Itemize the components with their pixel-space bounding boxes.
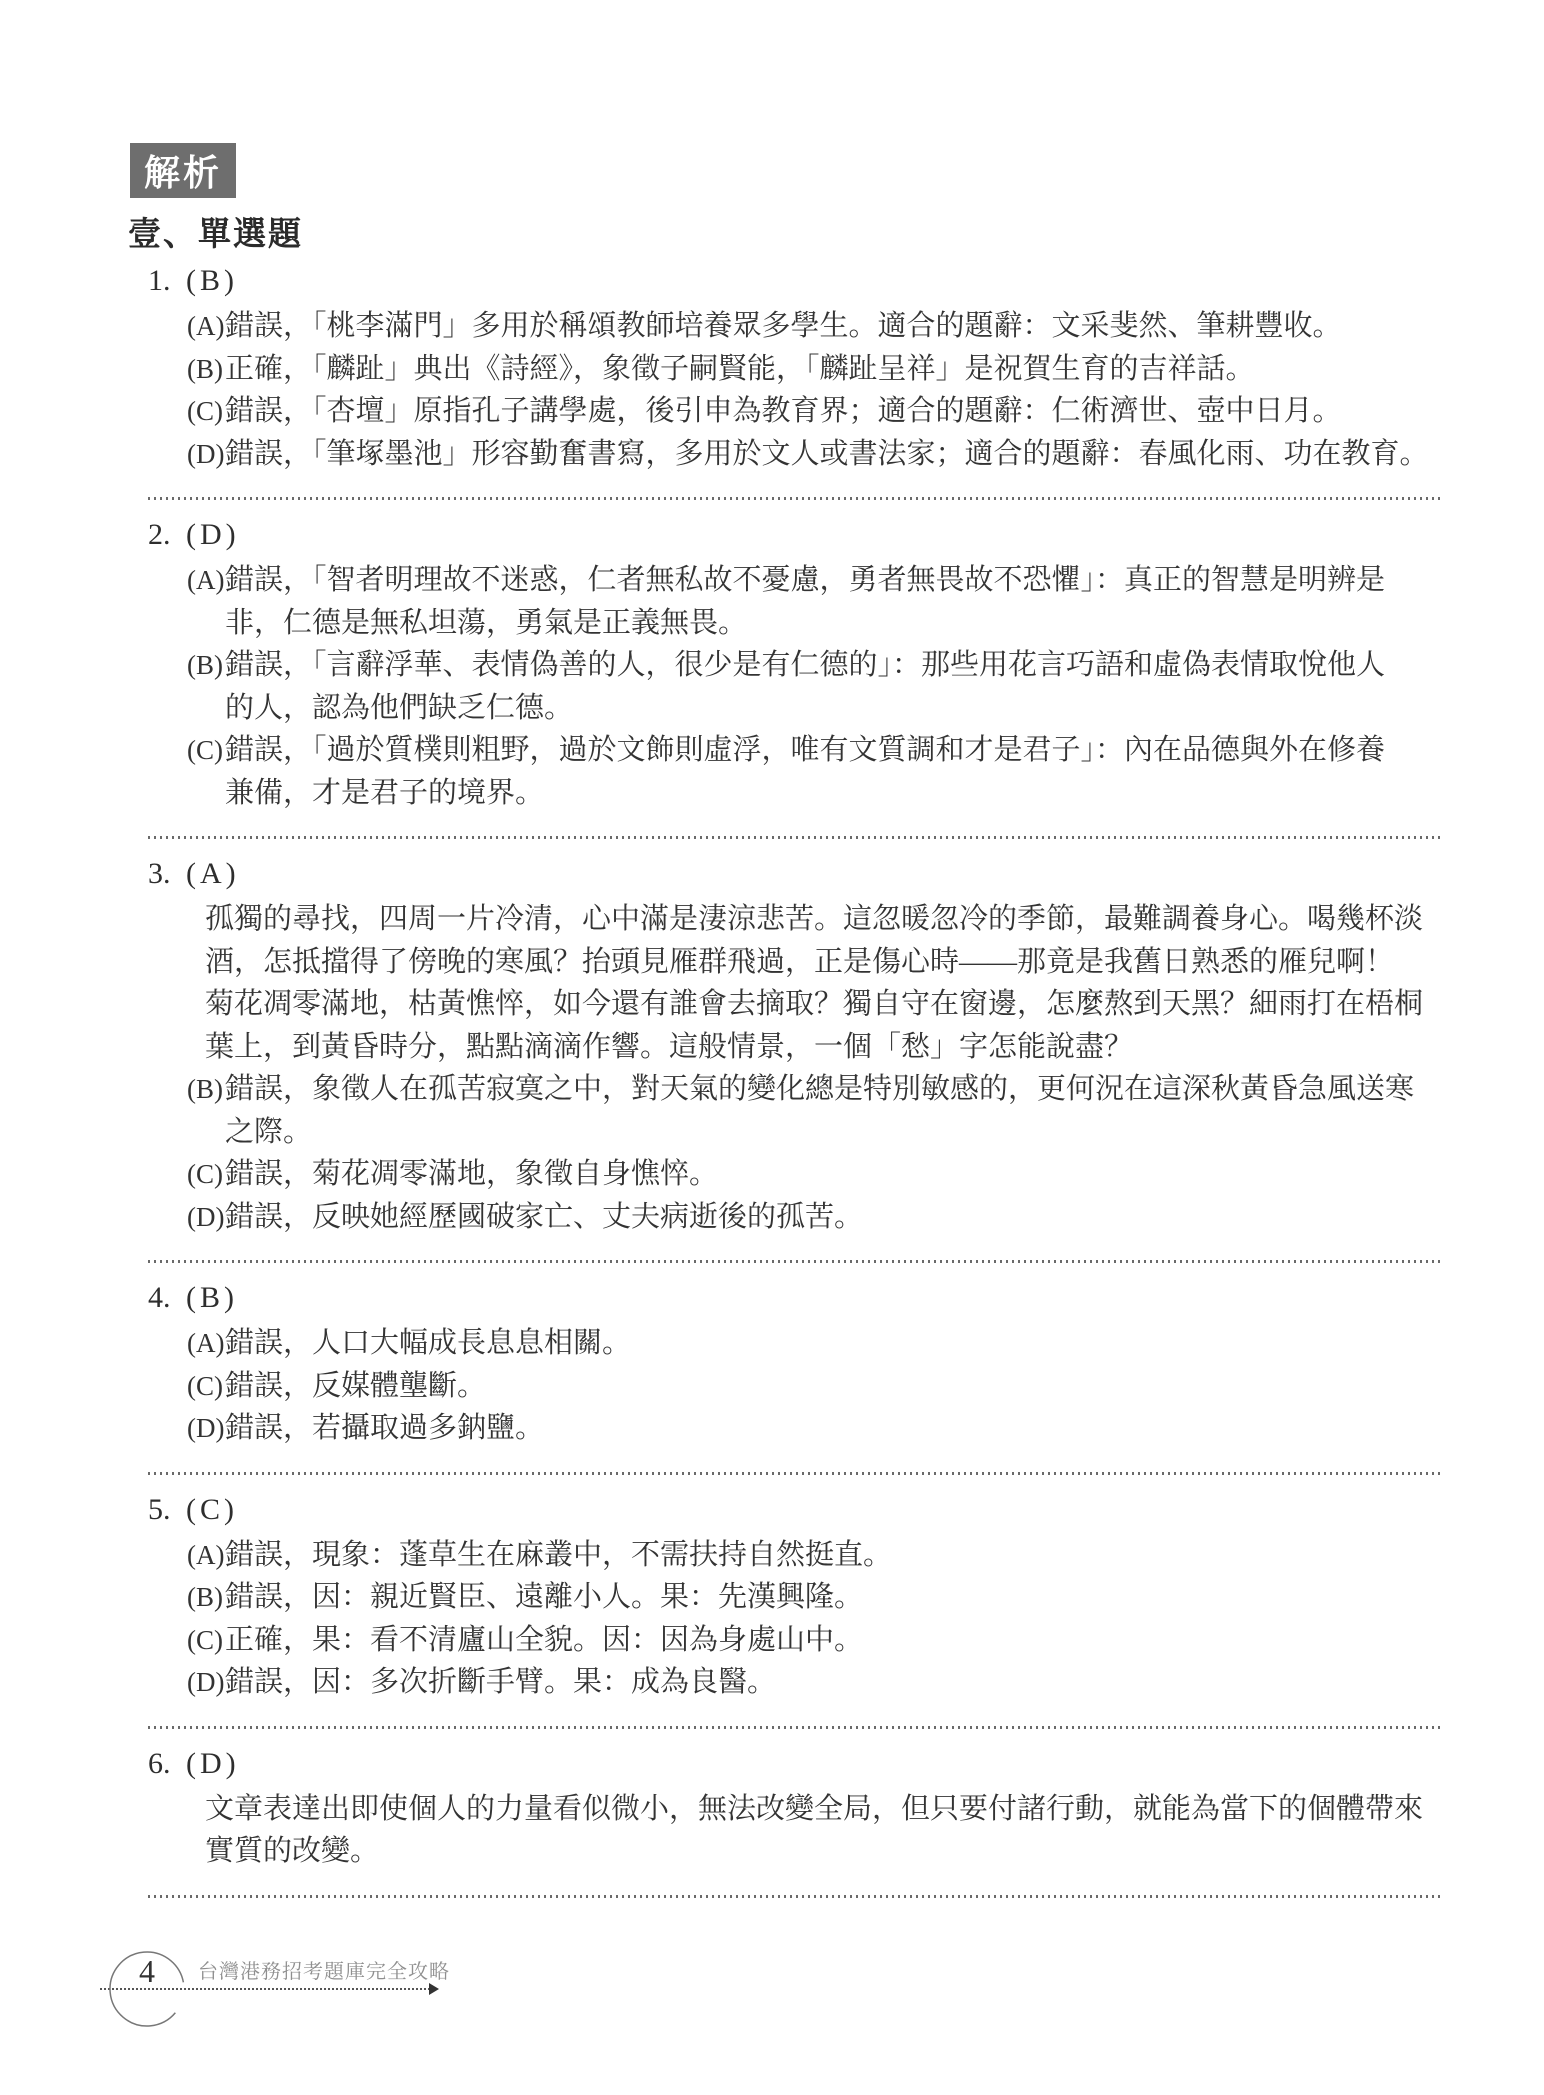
option-row xyxy=(187,1068,1440,1111)
option-marker: (C) xyxy=(187,1624,223,1655)
question-answer: (B) xyxy=(186,1281,238,1314)
option-continuation-line: 的人，認為他們缺乏仁德。 xyxy=(225,691,574,724)
option-marker: (A) xyxy=(187,565,225,595)
option-marker: (D) xyxy=(187,1413,225,1443)
question-header xyxy=(148,262,1440,300)
question-header xyxy=(148,855,1440,893)
question-answer: (D) xyxy=(186,518,240,551)
question-block xyxy=(148,855,1440,1263)
option-row xyxy=(187,559,1440,602)
question-number: 3. xyxy=(148,857,171,890)
analysis-badge xyxy=(130,143,236,198)
page-number: 4 xyxy=(139,1953,155,1989)
option-marker: (D) xyxy=(187,1667,225,1697)
prose-line: 實質的改變。 xyxy=(205,1835,380,1867)
option-row xyxy=(187,305,1440,348)
analysis-badge-label: 解析 xyxy=(143,152,222,193)
question-header xyxy=(148,1491,1440,1529)
option-text: 錯誤，因：親近賢臣、遠離小人。果：先漢興隆。 xyxy=(225,1581,864,1613)
option-text: 錯誤，人口大幅成長息息相關。 xyxy=(225,1327,632,1359)
option-text: 正確，果：看不清廬山全貌。因：因為身處山中。 xyxy=(225,1623,864,1656)
option-marker: (C) xyxy=(187,1370,223,1401)
option-continuation-line: 非，仁德是無私坦蕩，勇氣是正義無畏。 xyxy=(225,606,748,639)
section-title: 壹、單選題 xyxy=(128,217,303,253)
option-text: 錯誤，「過於質樸則粗野，過於文飾則虛浮，唯有文質調和才是君子」：內在品德與外在修養 xyxy=(225,734,1386,766)
option-row xyxy=(187,1407,1440,1450)
question-header xyxy=(148,516,1440,554)
question-number: 1. xyxy=(148,264,171,297)
question-items xyxy=(187,305,1440,475)
prose-line: 菊花凋零滿地，枯黃憔悴，如今還有誰會去摘取？獨自守在窗邊，怎麼熬到天黑？細雨打在梧桐 xyxy=(205,988,1424,1020)
option-text: 錯誤，反映她經歷國破家亡、丈夫病逝後的孤苦。 xyxy=(225,1200,864,1233)
question-items xyxy=(187,1788,1440,1873)
option-row xyxy=(187,1534,1440,1577)
option-marker: (B) xyxy=(187,353,223,384)
question-separator xyxy=(148,1260,1440,1263)
question-items xyxy=(187,898,1440,1238)
question-number: 5. xyxy=(148,1492,171,1526)
option-row xyxy=(187,1661,1440,1704)
question-block xyxy=(148,262,1440,500)
question-block xyxy=(148,1491,1440,1729)
question-block xyxy=(148,1279,1440,1475)
question-header xyxy=(148,1279,1440,1317)
prose-line: 酒，怎抵擋得了傍晚的寒風？抬頭見雁群飛過，正是傷心時——那竟是我舊日熟悉的雁兒啊！ xyxy=(205,945,1395,978)
question-answer: (D) xyxy=(186,1746,240,1780)
option-row xyxy=(187,433,1440,476)
prose-line: 孤獨的尋找，四周一片冷清，心中滿是淒涼悲苦。這忽暖忽冷的季節，最難調養身心。喝幾杯淡 xyxy=(205,903,1424,935)
prose-line: 文章表達出即使個人的力量看似微小，無法改變全局，但只要付諸行動，就能為當下的個體帶來 xyxy=(205,1792,1424,1825)
option-marker: (C) xyxy=(187,396,223,426)
question-items xyxy=(187,1322,1440,1450)
option-row xyxy=(187,1196,1440,1239)
option-text: 錯誤，「桃李滿門」多用於稱頌教師培養眾多學生。適合的題辭：文采斐然、筆耕豐收。 xyxy=(225,310,1342,342)
option-marker: (B) xyxy=(187,1074,223,1104)
option-text: 錯誤，象徵人在孤苦寂寞之中，對天氣的變化總是特別敏感的，更何況在這深秋黃昏急風送寒 xyxy=(225,1073,1415,1105)
option-marker: (B) xyxy=(187,1582,223,1612)
question-items xyxy=(187,559,1440,814)
option-text: 錯誤，現象：蓬草生在麻叢中，不需扶持自然挺直。 xyxy=(225,1538,893,1571)
option-marker: (A) xyxy=(187,311,225,341)
option-row xyxy=(187,1322,1440,1365)
option-marker: (D) xyxy=(187,438,225,469)
prose-line: 葉上，到黃昏時分，點點滴滴作響。這般情景，一個「愁」字怎能說盡？ xyxy=(205,1030,1134,1063)
option-text: 錯誤，若攝取過多鈉鹽。 xyxy=(225,1412,545,1444)
option-continuation-line: 兼備，才是君子的境界。 xyxy=(225,776,545,809)
option-row xyxy=(187,1365,1440,1408)
option-marker: (C) xyxy=(187,735,223,765)
option-row xyxy=(187,1576,1440,1619)
option-marker: (A) xyxy=(187,1539,225,1570)
option-text: 錯誤，「筆塚墨池」形容勤奮書寫，多用於文人或書法家；適合的題辭：春風化雨、功在教育。 xyxy=(225,437,1429,470)
question-answer: (B) xyxy=(186,264,238,297)
option-row xyxy=(187,729,1440,772)
question-number: 2. xyxy=(148,518,171,551)
option-row xyxy=(187,1619,1440,1662)
option-text: 錯誤，菊花凋零滿地，象徵自身憔悴。 xyxy=(225,1158,719,1190)
question-answer: (A) xyxy=(186,857,240,890)
option-continuation-line: 之際。 xyxy=(225,1115,313,1148)
question-header xyxy=(148,1745,1440,1783)
question-block xyxy=(148,1745,1440,1898)
option-row xyxy=(187,348,1440,391)
question-separator xyxy=(148,497,1440,500)
option-text: 正確，「麟趾」典出《詩經》，象徵子嗣賢能，「麟趾呈祥」是祝賀生育的吉祥話。 xyxy=(225,352,1255,385)
question-number: 4. xyxy=(148,1281,171,1314)
option-row xyxy=(187,644,1440,687)
question-separator xyxy=(148,836,1440,839)
option-text: 錯誤，「智者明理故不迷惑，仁者無私故不憂慮，勇者無畏故不恐懼」：真正的智慧是明辨是 xyxy=(225,564,1386,596)
option-marker: (D) xyxy=(187,1201,225,1232)
option-row xyxy=(187,390,1440,433)
option-marker: (C) xyxy=(187,1159,223,1189)
option-text: 錯誤，反媒體壟斷。 xyxy=(225,1369,487,1402)
question-separator xyxy=(148,1726,1440,1729)
questions xyxy=(148,262,1440,1898)
option-marker: (B) xyxy=(187,650,223,680)
question-block xyxy=(148,516,1440,839)
option-row xyxy=(187,1153,1440,1196)
question-separator xyxy=(148,1895,1440,1898)
option-text: 錯誤，因：多次折斷手臂。果：成為良醫。 xyxy=(225,1666,777,1698)
question-items xyxy=(187,1534,1440,1704)
option-marker: (A) xyxy=(187,1328,225,1358)
option-text: 錯誤，「言辭浮華、表情偽善的人，很少是有仁德的」：那些用花言巧語和虛偽表情取悅他人 xyxy=(225,649,1386,681)
question-answer: (C) xyxy=(186,1492,238,1526)
option-text: 錯誤，「杏壇」原指孔子講學處，後引申為教育界；適合的題辭：仁術濟世、壺中日月。 xyxy=(225,395,1342,427)
question-separator xyxy=(148,1472,1440,1475)
question-number: 6. xyxy=(148,1746,171,1780)
book-title: 台灣港務招考題庫完全攻略 xyxy=(198,1961,450,1983)
